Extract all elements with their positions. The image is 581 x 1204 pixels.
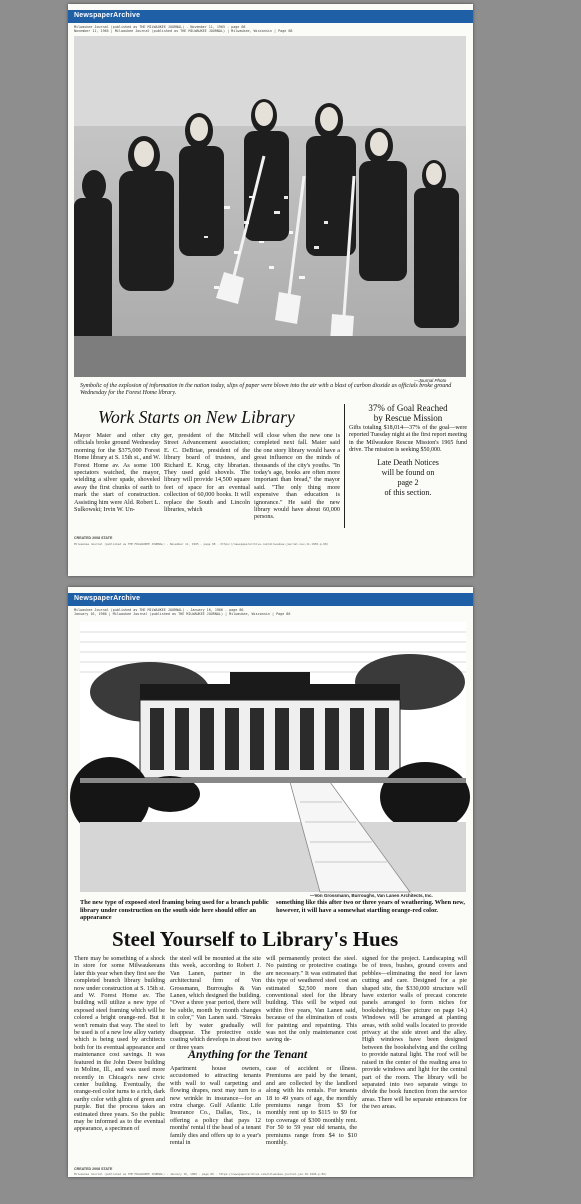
article-column-3: will close when the new one is completed next fall. Maier said the one story library would have a great influence on the minds of thousands of the city's youths. "In today's age, books are often more important than bread," the mayor said. "The only thing more expensive than education is ignorance." He said the new library would have about 60,000 persons.: [254, 432, 340, 521]
newspaper-page-2: [68, 587, 473, 1177]
article-column-3: will permanently protect the steel. No painting or protective coatings are necessary." It was estimated that this type of weathered steel cost an estimated $2,500 more than conventional steel for the library building. This will be wiped out within five years, Van Lanen said, because of the elimination of costs for painting and repainting. This was not the only maintenance cost saving de-: [266, 955, 357, 1044]
sidebar-body: Gifts totaling $18,014—37% of the goal—were reported Tuesday night at the first report meeting in the Milwaukee Rescue Mission's 1965 fund drive. The mission is seeking $50,000.: [349, 425, 467, 453]
column-rule: [344, 404, 345, 528]
notice-line: of this section.: [384, 488, 432, 498]
library-rendering: [80, 622, 466, 892]
article-column-1: There may be something of a shock in store for some Milwaukeeans later this year when they first see the completed branch library building now under construction at S. 15th st. and W. Forest Home av. The building will utilize a new type of exposed steel framing which will be colored a bright orange-red. But it won't remain that way. The steel to be used is of a new low alloy variety which is being used by architects both for its eventual appearance and maintenance cost savings. It was featured in the John Deere building in Moline, Ill., and was used more recently in Chicago's new civic center building. Eventually, the orange-red color turns to a rich, dark earthy color with glints of green and purple. But the process takes an estimated three years. So the public may be informed as to the eventual appearance, a specimen of: [74, 955, 165, 1133]
sub-article-column-2: case of accident or illness. Premiums are paid by the tenant, and are collected by the landlord along with his rentals. For tenants 18 to 49 years of age, the monthly premiums range from $3 for monthly rent up to $115 to $9 for top coverage of $300 monthly rent. For 50 to 59 year old tenants, the premiums range from $4 to $10 monthly.: [266, 1065, 357, 1147]
photo-credit: —Von Grossmann, Burroughs, Van Lanen Architects, Inc.: [310, 893, 433, 898]
sidebar-headline-2: by Rescue Mission: [373, 413, 443, 423]
article-column-2: ger, president of the Mitchell Street Advancement association; E. C. DeBriae, president of the library board of trustees, and Richard E. Krug, city librarian. They used gold shovels. The library will provide 14,500 square feet of space for an eventual collection of 60,000 books. It will replace the South and Lincoln libraries, which: [164, 432, 250, 514]
photo-credit: —Journal Photo: [414, 378, 447, 383]
headline: Work Starts on New Library: [98, 407, 295, 427]
page-reference-line: January 16, 1966 | Milwaukee Journal (published as THE MILWAUKEE JOURNAL) | Milwaukee, Wisconsin | Page 86: [74, 612, 291, 616]
sub-headline: Anything for the Tenant: [188, 1047, 308, 1061]
archive-header-bar: [68, 10, 473, 23]
newspaper-page-1: [68, 4, 473, 576]
archive-logo: NewspaperArchive: [74, 595, 141, 602]
page-reference-line: Milwaukee Journal (published as THE MILWAUKEE JOURNAL) - January 16, 1966 - page 86: [74, 608, 244, 612]
archive-logo: NewspaperArchive: [74, 12, 141, 19]
photo-caption: Symbolic of the explosion of information in the nation today, slips of paper were blown into the air with a blast of carbon dioxide as officials broke ground Wednesday for the Forest Home library.: [80, 383, 452, 397]
page-reference-line: Milwaukee Journal (published as THE MILWAUKEE JOURNAL) - November 11, 1965 - page 68: [74, 25, 246, 29]
article-column-4: signed for the project. Landscaping will be of trees, bushes, ground covers and pebbles—eliminating the need for lawn cutting and care. Designed for a pie shaped site, the $330,000 structure will have exterior walls of precast concrete panels arranged to form niches for bookshelving. (See picture on page 14.) Windows will be arranged at planting areas, with solid walls located to provide privacy at the side street and the alley. High windows have been designed between the bookshelving and the ceiling to provide natural light. The roof will be raised in the center of the reading area to provide windows and light for the central part of the room. The library will be separated into two separate wings to divide the book function from the service areas. There will be separate entrances for the two areas.: [362, 955, 467, 1111]
article-column-1: Mayor Maier and other city officials broke ground Wednesday morning for the $375,000 Forest Home library at S. 15th st., and W. Forest Home av. As some 100 spectators watched, the mayor, wielding a silver spade, shoveled away the first chunks of earth to mark the start of construction. Assisting him were Ald. Robert L. Sulkowski; Irvin W. Un-: [74, 432, 160, 514]
notice-line: will be found on: [381, 468, 435, 478]
archive-footer: CREATED 2008 STATE: [74, 1167, 113, 1171]
headline: Steel Yourself to Library's Hues: [112, 927, 399, 951]
sidebar-headline-1: 37% of Goal Reached: [368, 403, 448, 413]
photo-caption-right: something like this after two or three years of weathering. When new, however, it will have a somewhat startling orange-red color.: [276, 899, 465, 914]
notice-line: page 2: [397, 478, 419, 488]
page-reference-line: November 11, 1965 | Milwaukee Journal (published as THE MILWAUKEE JOURNAL) | Milwaukee, Wisconsin | Page 68: [74, 29, 293, 33]
death-notices: [349, 458, 467, 498]
archive-footer: CREATED 2008 STATE: [74, 536, 113, 540]
notice-line: Late Death Notices: [377, 458, 439, 468]
sub-article-column-1: Apartment house owners, accustomed to attracting tenants with wall to wall carpeting and flowing drapes, next may turn to a new wrinkle in insurance—for an extra charge. Gulf Atlantic Life Insurance Co., Dallas, Tex., is offering a policy that pays 12 months' rental if the head of a tenant family dies and offers up to a year's rental in: [170, 1065, 261, 1147]
archive-footer-url: Milwaukee Journal (published as THE MILWAUKEE JOURNAL) - January 16, 1966 - page 86 - https://newspaperarchive.com/milwaukee-journal-jan-16-1966-p-86/: [74, 1172, 327, 1176]
archive-header-bar: [68, 593, 473, 606]
archive-footer-url: Milwaukee Journal (published as THE MILWAUKEE JOURNAL) - November 11, 1965 - page 68 - https://newspaperarchive.com/milwaukee-journal-nov-11-1965-p-68/: [74, 542, 329, 546]
groundbreaking-photo: [74, 36, 466, 377]
article-column-2: the steel will be mounted at the site this week, according to Robert J. Van Lanen, partner in the architectural firm of Von Grossmann, Burroughs & Van Lanen, which designed the building. "Over a three year period, there will be subtle, month by month changes in color," Van Lanen said. "Streaks left by water gradually will disappear. The protective oxide coating which develops in about two or three years: [170, 955, 261, 1051]
sidebar: [349, 403, 467, 498]
photo-caption-left: The new type of exposed steel framing being used for a branch public library under construction on the south side here should offer an appearance: [80, 899, 269, 922]
